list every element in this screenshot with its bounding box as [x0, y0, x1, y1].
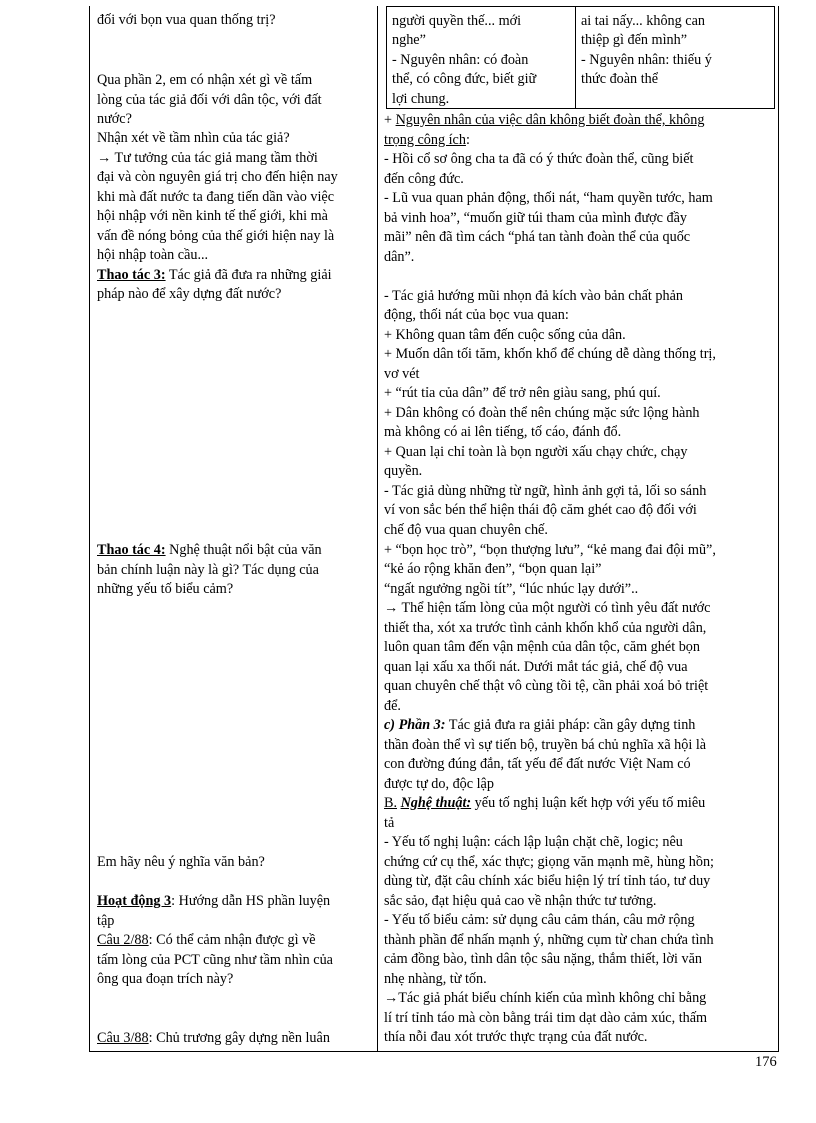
text-line: đại và còn nguyên giá trị cho đến hiện nay	[97, 169, 338, 185]
cause-heading-cont	[384, 131, 470, 149]
task-4-heading	[97, 541, 322, 559]
art-letter: B.	[384, 795, 398, 811]
part-3-label: c) Phần 3:	[384, 717, 446, 733]
text-line: thiệp gì đến mình”	[581, 32, 687, 48]
text-line: lòng của tác giả đối với dân tộc, với đất	[97, 92, 322, 108]
text-line: Qua phần 2, em có nhận xét gì về tấm	[97, 72, 313, 88]
text-line: quan chuyên chế thật vô cùng tồi tệ, cần phải xoá bỏ triệt	[384, 678, 709, 694]
activity-3-text: : Hướng dẫn HS phần luyện	[171, 893, 331, 909]
art-text: yếu tố nghị luận kết hợp với yếu tố miêu	[471, 795, 706, 811]
text-line: ví von sắc bén thể hiện thái độ căm ghét cao độ đối với	[384, 502, 697, 518]
text-line: + Muốn dân tối tăm, khốn khổ để chúng dễ dàng thống trị,	[384, 346, 716, 362]
text-line: - Tác giả dùng những từ ngữ, hình ảnh gợi tả, lối so sánh	[384, 483, 707, 499]
cause-heading-text-cont: trọng công ích	[384, 132, 466, 148]
bullet-prefix: +	[384, 112, 396, 128]
text-line: người quyền thế... mới	[392, 13, 522, 29]
text-line: → Tư tưởng của tác giả mang tầm thời	[97, 150, 318, 166]
task-3-text: Tác giả đã đưa ra những giải	[165, 267, 332, 283]
text-line: được tự do, độc lập	[384, 776, 494, 792]
text-line: thiết tha, xót xa trước tình cảnh khốn khổ của người dân,	[384, 620, 707, 636]
text-line: nước?	[97, 111, 132, 127]
text-line: - Tác giả hướng mũi nhọn đả kích vào bản chất phản	[384, 288, 683, 304]
text-line: quan lại xấu xa thối nát. Dưới mắt tác giả, chế độ vua	[384, 659, 688, 675]
text-line: + Quan lại chỉ toàn là bọn người xấu chạy chức, chạy	[384, 444, 688, 460]
text-line: →Tác giả phát biểu chính kiến của mình không chỉ bằng	[384, 990, 707, 1006]
text-line: lí trí tỉnh táo mà còn bằng trái tim dạt dào cảm xúc, thấm	[384, 1010, 708, 1026]
text-line: thần đoàn thể vì sự tiến bộ, truyền bá chủ nghĩa xã hội là	[384, 737, 707, 753]
text-line: thể, có công đức, biết giữ	[392, 71, 537, 87]
text-line: tập	[97, 913, 115, 929]
text-line: tấm lòng của PCT cũng như tầm nhìn của	[97, 952, 333, 968]
question-2-text: : Có thể cảm nhận được gì về	[148, 932, 316, 948]
text-line: - Lũ vua quan phản động, thối nát, “ham quyền tước, ham	[384, 190, 713, 206]
text-line: con đường đúng đắn, tất yếu để đất nước Việt Nam có	[384, 756, 691, 772]
text-line: quyền.	[384, 463, 423, 479]
activity-3-heading	[97, 892, 330, 910]
text-line: ông qua đoạn trích này?	[97, 971, 234, 987]
text-line: hội nhập với nền kinh tế thế giới, khi mà	[97, 208, 328, 224]
text-line: thành phần để nhấn mạnh ý, những cụm từ chan chứa tình	[384, 932, 714, 948]
text-line: - Nguyên nhân: có đoàn	[392, 52, 529, 68]
inner-cell-right	[575, 6, 775, 109]
text-line: thức đoàn thể	[581, 71, 659, 87]
question-2-label: Câu 2/88	[97, 932, 149, 948]
task-4-label: Thao tác 4:	[97, 542, 166, 558]
cause-heading-colon: :	[465, 132, 470, 148]
text-line: pháp nào để xây dựng đất nước?	[97, 286, 282, 302]
art-label: Nghệ thuật:	[400, 795, 472, 811]
text-line: - Yếu tố nghị luận: cách lập luận chặt chẽ, logic; nêu	[384, 834, 683, 850]
text-line: sắc sảo, đạt hiệu quả cao về nhận thức tư tưởng.	[384, 893, 657, 909]
art-heading	[384, 794, 705, 812]
text-line: + “bọn học trò”, “bọn thượng lưu”, “kẻ mang đai đội mũ”,	[384, 542, 716, 558]
text-line: vấn đề nóng bỏng của thế giới hiện nay là	[97, 228, 335, 244]
text-line: + Dân không có đoàn thể nên chúng mặc sức lộng hành	[384, 405, 700, 421]
cause-heading	[384, 111, 704, 129]
text-line: đến công đức.	[384, 171, 464, 187]
text-line: - Nguyên nhân: thiếu ý	[581, 52, 712, 68]
text-line: bản chính luận này là gì? Tác dụng của	[97, 562, 319, 578]
text-line: để.	[384, 698, 401, 714]
activity-3-label: Hoạt động 3	[97, 893, 172, 909]
text-line: khi mà đất nước ta đang tiến dần vào việc	[97, 189, 334, 205]
content-table	[89, 6, 779, 1052]
text-line: + “rút tỉa của dân” để trở nên giàu sang, phú quí.	[384, 385, 661, 401]
part-3-text: Tác giả đưa ra giải pháp: cần gây dựng tinh	[445, 717, 696, 733]
text-line: chứng cứ cụ thể, xác thực; giọng văn mạnh mẽ, hùng hồn;	[384, 854, 714, 870]
question-2	[97, 931, 316, 949]
text-line: nhẹ nhàng, từ tốn.	[384, 971, 487, 987]
text-line: động, thối nát của bọc vua quan:	[384, 307, 569, 323]
text-line: đối với bọn vua quan thống trị?	[97, 12, 276, 28]
text-line: vơ vét	[384, 366, 420, 382]
text-line: luôn quan tâm đến vận mệnh của dân tộc, căm ghét bọn	[384, 639, 700, 655]
text-line: hội nhập toàn cầu...	[97, 247, 209, 263]
text-line: ai tai nấy... không can	[581, 13, 705, 29]
text-line: dùng từ, đặt câu chính xác biểu hiện lý trí tỉnh táo, tư duy	[384, 873, 711, 889]
page-number: 176	[755, 1054, 777, 1070]
text-line: Em hãy nêu ý nghĩa văn bản?	[97, 854, 265, 870]
inner-comparison-table	[386, 6, 775, 109]
task-3-label: Thao tác 3:	[97, 267, 166, 283]
text-line: những yếu tố biểu cảm?	[97, 581, 234, 597]
text-line: mà không có ai lên tiếng, tố cáo, đánh đổ.	[384, 424, 622, 440]
part-3-line	[384, 716, 695, 734]
task-3-heading	[97, 266, 332, 284]
column-divider	[377, 6, 378, 1051]
text-line: bả vinh hoa”, “muốn giữ túi tham của mình được đầy	[384, 210, 688, 226]
text-line: - Hồi cổ sơ ông cha ta đã có ý thức đoàn thể, cũng biết	[384, 151, 694, 167]
text-line: tả	[384, 815, 395, 831]
text-line: “ngất ngưởng ngồi tít”, “lúc nhúc lạy dưới”..	[384, 581, 639, 597]
task-4-text: Nghệ thuật nổi bật của văn	[165, 542, 322, 558]
text-line: - Yếu tố biểu cảm: sử dụng câu cảm thán, câu mở rộng	[384, 912, 695, 928]
text-line: dân”.	[384, 249, 415, 265]
text-line: lợi chung.	[392, 91, 450, 107]
text-line: nghe”	[392, 32, 426, 48]
text-line: Nhận xét về tầm nhìn của tác giả?	[97, 130, 290, 146]
cause-heading-text: Nguyên nhân của việc dân không biết đoàn thể, không	[395, 112, 705, 128]
text-line: “kẻ áo rộng khăn đen”, “bọn quan lại”	[384, 561, 602, 577]
text-line: → Thể hiện tấm lòng của một người có tình yêu đất nước	[384, 600, 711, 616]
text-line: chế độ vua quan chuyên chế.	[384, 522, 548, 538]
inner-cell-left	[386, 6, 576, 109]
text-line: cảm đồng bào, tình dân tộc sâu nặng, thắm thiết, lời văn	[384, 951, 702, 967]
text-line: thía nỗi đau xót trước thực trạng của đất nước.	[384, 1029, 648, 1045]
question-3-text: : Chủ trương gây dựng nền luân	[148, 1030, 330, 1046]
question-3	[97, 1029, 330, 1047]
text-line: + Không quan tâm đến cuộc sống của dân.	[384, 327, 626, 343]
question-3-label: Câu 3/88	[97, 1030, 149, 1046]
text-line: mãi” nên đã tìm cách “phá tan tành đoàn thể của quốc	[384, 229, 691, 245]
